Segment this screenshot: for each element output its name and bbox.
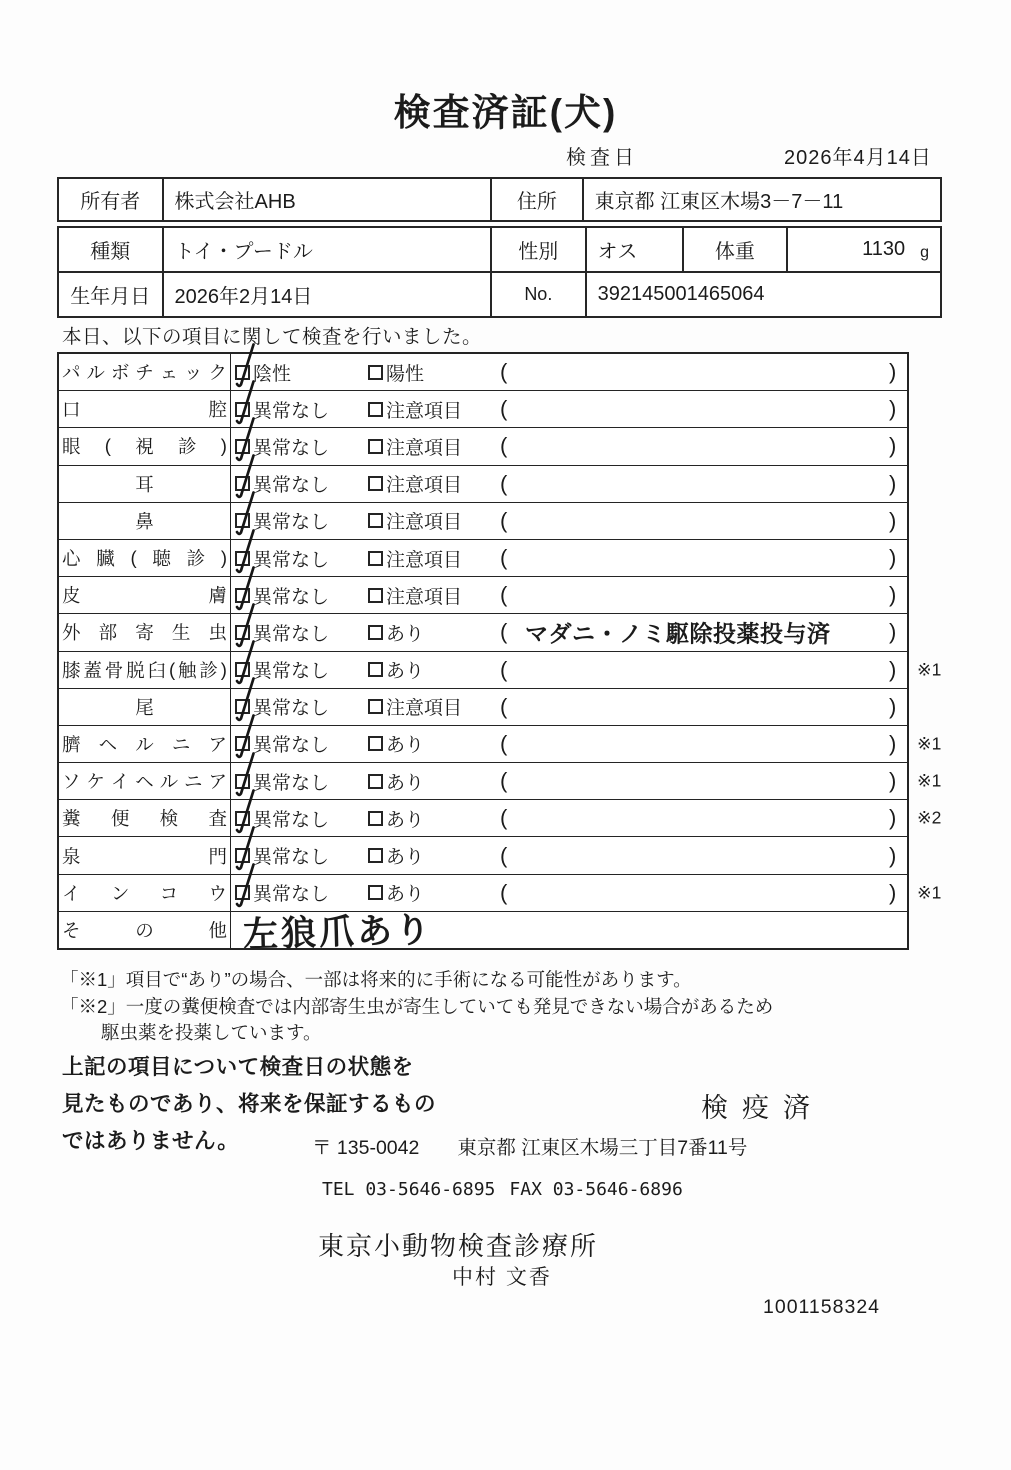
clinic-tel: TEL 03-5646-6895 xyxy=(322,1179,496,1200)
checkbox-box xyxy=(368,774,383,789)
checkbox-secondary-label: 注意項目 xyxy=(386,698,463,720)
inspection-row xyxy=(59,799,942,836)
checkbox-primary-label: 異常なし xyxy=(253,698,330,720)
inspection-item-name: 口 腔 xyxy=(59,391,231,427)
checkbox-secondary xyxy=(368,428,462,464)
checkbox-secondary-label: あり xyxy=(386,772,425,794)
clinic-fax: FAX 03-5646-6896 xyxy=(509,1179,683,1200)
owner-row xyxy=(59,179,940,220)
checkbox-secondary-label: 陽性 xyxy=(386,363,425,385)
checkbox-box xyxy=(368,848,383,863)
inspection-row xyxy=(59,354,907,390)
paren-open: ( xyxy=(500,619,508,645)
paren-close: ) xyxy=(889,842,897,868)
checkbox-secondary-label: 注意項目 xyxy=(386,475,463,497)
birth-value: 2026年2月14日 xyxy=(162,273,491,316)
checkbox-primary-label: 異常なし xyxy=(253,475,330,497)
paren-open: ( xyxy=(500,805,508,831)
weight-unit: g xyxy=(920,243,929,261)
paren-close: ) xyxy=(889,879,897,905)
checkbox-primary-label: 異常なし xyxy=(253,847,330,869)
checkbox-secondary xyxy=(368,689,462,725)
inspection-row xyxy=(59,502,907,539)
footnote-1: 「※1」項目で“あり”の場合、一部は将来的に手術になる可能性があります。 xyxy=(60,969,692,990)
clinic-postal: 〒 135-0042 xyxy=(312,1137,420,1159)
paren-open: ( xyxy=(500,470,508,496)
inspection-row xyxy=(59,390,907,427)
paren-close: ) xyxy=(889,433,897,459)
footnote-2-line2: 駆虫薬を投薬しています。 xyxy=(101,1022,322,1043)
exam-date-value: 2026年4月14日 xyxy=(784,147,932,169)
checkmark-icon xyxy=(232,860,258,908)
inspection-row xyxy=(59,836,907,873)
intro-text: 本日、以下の項目に関して検査を行いました。 xyxy=(62,326,483,348)
number-value: 392145001465064 xyxy=(585,273,940,316)
checkbox-box xyxy=(368,588,383,603)
checkbox-box xyxy=(368,551,383,566)
breed-value: トイ・プードル xyxy=(162,228,490,271)
checkbox-secondary-label: 注意項目 xyxy=(386,586,463,608)
paren-open: ( xyxy=(500,396,508,422)
pet-table xyxy=(57,226,942,318)
checkbox-primary-label: 異常なし xyxy=(253,735,330,757)
weight-value: 1130 xyxy=(862,238,906,260)
footnote-marker: ※1 xyxy=(917,659,942,680)
footnote-marker: ※2 xyxy=(917,807,942,828)
checkbox-secondary xyxy=(368,577,462,613)
paren-open: ( xyxy=(500,433,508,459)
paren-close: ) xyxy=(889,730,897,756)
checkbox-box xyxy=(368,439,383,454)
inspection-row xyxy=(59,762,942,799)
checkbox-box xyxy=(368,811,383,826)
footnote-marker: ※1 xyxy=(917,770,942,791)
checkbox-primary-label: 異常なし xyxy=(253,586,330,608)
checkbox-secondary-label: あり xyxy=(386,623,425,645)
checkbox-secondary xyxy=(368,466,462,502)
paren-close: ) xyxy=(889,619,897,645)
paren-close: ) xyxy=(889,656,897,682)
checkbox-primary-label: 異常なし xyxy=(253,512,330,534)
checkbox-box xyxy=(368,365,383,380)
owner-address: 東京都 江東区木場3－7－11 xyxy=(582,179,940,220)
paren-close: ) xyxy=(889,470,897,496)
paren-open: ( xyxy=(500,842,508,868)
paren-open: ( xyxy=(500,656,508,682)
paren-close: ) xyxy=(889,693,897,719)
checkbox-secondary xyxy=(368,391,462,427)
paren-close: ) xyxy=(889,507,897,533)
checkbox-secondary xyxy=(368,800,424,836)
footnote-marker: ※1 xyxy=(917,882,942,903)
inspection-item-name: 眼 ( 視 診 ) xyxy=(59,428,231,464)
remark-text: マダニ・ノミ駆除投薬投与済 xyxy=(525,620,831,647)
address-label: 住所 xyxy=(490,179,582,220)
checkbox-secondary xyxy=(368,763,424,799)
paren-open: ( xyxy=(500,507,508,533)
disclaimer-line-1: 上記の項目について検査日の状態を xyxy=(62,1055,414,1079)
disclaimer-line-2: 見たものであり、将来を保証するもの xyxy=(62,1092,437,1116)
quarantine-stamp: 検疫済 xyxy=(701,1093,824,1123)
inspection-row xyxy=(59,539,907,576)
inspection-row xyxy=(59,651,942,688)
inspection-row xyxy=(59,427,907,464)
checkbox-primary-label: 異常なし xyxy=(253,809,330,831)
inspection-table xyxy=(57,352,942,955)
owner-table xyxy=(57,177,942,222)
checkbox-box xyxy=(368,402,383,417)
checkbox-primary-label: 陰性 xyxy=(253,363,292,385)
checkbox-secondary xyxy=(368,614,424,650)
checkbox-secondary-label: あり xyxy=(386,847,425,869)
paren-close: ) xyxy=(889,545,897,571)
inspection-item-name: 膝 蓋 骨 脱 臼 ( 触 診 ) xyxy=(59,652,231,688)
paren-open: ( xyxy=(500,545,508,571)
checkbox-secondary-label: 注意項目 xyxy=(386,437,463,459)
inspection-item-name: 皮 膚 xyxy=(59,577,231,613)
paren-open: ( xyxy=(500,359,508,385)
checkbox-primary-label: 異常なし xyxy=(253,772,330,794)
breed-label: 種類 xyxy=(90,241,131,263)
inspection-item-name: 泉 門 xyxy=(59,837,231,873)
checkbox-secondary-label: あり xyxy=(386,884,425,906)
handwritten-note: 左狼爪あり xyxy=(242,910,434,955)
paren-close: ) xyxy=(889,805,897,831)
checkbox-secondary xyxy=(368,503,462,539)
birth-label: 生年月日 xyxy=(70,286,151,308)
checkbox-box xyxy=(368,885,383,900)
inspection-row xyxy=(59,613,907,650)
paren-close: ) xyxy=(889,396,897,422)
paren-open: ( xyxy=(500,693,508,719)
number-label: No. xyxy=(490,273,585,316)
inspection-row xyxy=(59,576,907,613)
paren-open: ( xyxy=(500,768,508,794)
clinic-address: 東京都 江東区木場三丁目7番11号 xyxy=(457,1137,748,1159)
checkbox-primary-label: 異常なし xyxy=(253,437,330,459)
checkbox-secondary xyxy=(368,540,462,576)
sex-value: オス xyxy=(585,228,683,271)
breed-row xyxy=(59,228,940,271)
checkbox-box xyxy=(368,476,383,491)
inspection-item-name: イ ン コ ウ xyxy=(59,875,231,911)
checkbox-primary-label: 異常なし xyxy=(253,884,330,906)
inspection-item-name: 尾 xyxy=(59,689,231,725)
inspection-item-name: 外 部 寄 生 虫 xyxy=(59,614,231,650)
serial-number: 1001158324 xyxy=(763,1296,881,1318)
examiner-name: 中村 文香 xyxy=(452,1266,552,1289)
checkbox-box xyxy=(368,699,383,714)
footnote-marker: ※1 xyxy=(917,733,942,754)
inspection-item-name: 心 臓 ( 聴 診 ) xyxy=(59,540,231,576)
inspection-item-name: 糞 便 検 査 xyxy=(59,800,231,836)
birth-row xyxy=(59,271,940,316)
inspection-row xyxy=(59,688,907,725)
exam-date-label: 検査日 xyxy=(566,147,638,169)
checkbox-secondary-label: あり xyxy=(386,661,425,683)
paren-close: ) xyxy=(889,359,897,385)
weight-label: 体重 xyxy=(682,228,786,271)
footnote-2-line1: 「※2」一度の糞便検査では内部寄生虫が寄生していても発見できない場合があるため xyxy=(60,996,774,1017)
checkbox-box xyxy=(368,662,383,677)
checkbox-secondary-label: 注意項目 xyxy=(386,512,463,534)
paren-close: ) xyxy=(889,582,897,608)
checkbox-secondary xyxy=(368,837,424,873)
checkbox-secondary xyxy=(368,726,424,762)
checkbox-box xyxy=(235,885,250,900)
inspection-row xyxy=(59,465,907,502)
inspection-item-name: 鼻 xyxy=(59,503,231,539)
page-title: 検査済証(犬) xyxy=(393,92,618,133)
checkbox-primary-label: 異常なし xyxy=(253,623,330,645)
checkbox-primary-label: 異常なし xyxy=(253,661,330,683)
checkbox-box xyxy=(368,736,383,751)
disclaimer-line-3: ではありません。 xyxy=(62,1129,240,1153)
paren-open: ( xyxy=(500,730,508,756)
clinic-name: 東京小動物検査診療所 xyxy=(318,1231,599,1261)
checkbox-secondary-label: あり xyxy=(386,735,425,757)
inspection-row xyxy=(59,874,942,911)
clinic-address-line xyxy=(312,1132,747,1160)
paren-open: ( xyxy=(500,582,508,608)
inspection-row xyxy=(59,910,907,955)
checkbox-primary-label: 異常なし xyxy=(253,400,330,422)
sex-label: 性別 xyxy=(490,228,585,271)
checkbox-secondary-label: あり xyxy=(386,809,425,831)
inspection-item-name: パ ル ボ チ ェ ッ ク xyxy=(59,354,231,390)
checkbox-secondary-label: 注意項目 xyxy=(386,549,463,571)
owner-name: 株式会社AHB xyxy=(162,179,491,220)
checkbox-secondary xyxy=(368,652,424,688)
checkbox-secondary xyxy=(368,354,424,390)
weight-cell xyxy=(786,228,940,271)
paren-open: ( xyxy=(500,879,508,905)
clinic-phone-line xyxy=(322,1179,683,1200)
owner-label: 所有者 xyxy=(80,191,141,213)
inspection-row xyxy=(59,725,942,762)
checkbox-box xyxy=(368,513,383,528)
inspection-item-name: 耳 xyxy=(59,466,231,502)
paren-close: ) xyxy=(889,768,897,794)
checkbox-primary-label: 異常なし xyxy=(253,549,330,571)
inspection-item-name: ソ ケ イ ヘ ル ニ ア xyxy=(59,763,231,799)
inspection-item-name: そ の 他 xyxy=(59,912,231,948)
inspection-item-name: 臍 ヘ ル ニ ア xyxy=(59,726,231,762)
checkbox-secondary-label: 注意項目 xyxy=(386,400,463,422)
checkbox-box xyxy=(368,625,383,640)
